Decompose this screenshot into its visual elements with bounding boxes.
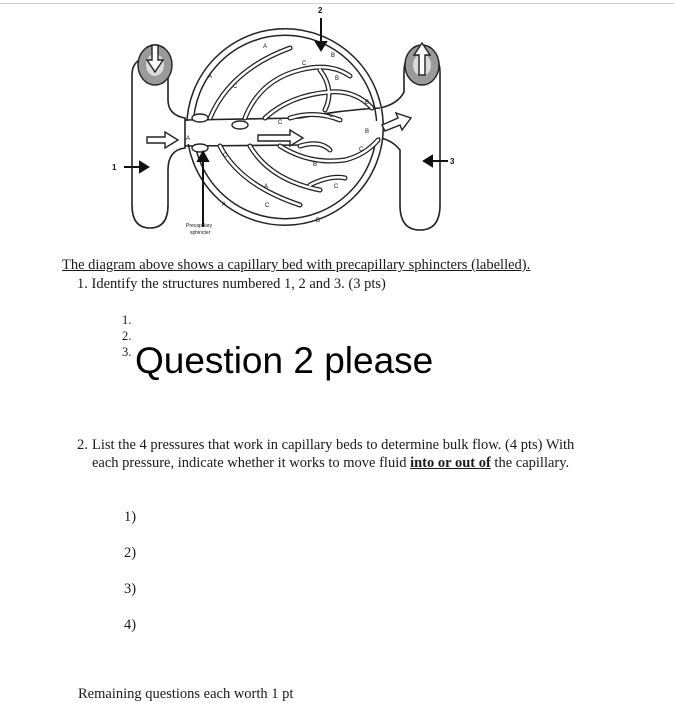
overlay-request-text: Question 2 please bbox=[135, 340, 434, 381]
label-c: C bbox=[334, 184, 339, 190]
label-c: C bbox=[233, 84, 238, 90]
diagram-caption: The diagram above shows a capillary bed with precapillary sphincters (labelled). bbox=[62, 257, 531, 273]
label-a: A bbox=[186, 136, 191, 142]
sphincter-label: Precapillary bbox=[186, 223, 213, 229]
pointer-label-1: 1 bbox=[112, 163, 117, 172]
label-c: C bbox=[265, 203, 270, 209]
sphincter-ring bbox=[192, 144, 208, 152]
question-2-text: List the 4 pressures that work in capillary beds to determine bulk flow. (4 pts) With each pressure, indicate whether it works to move fluid bbox=[92, 437, 575, 471]
answer-line: 1. bbox=[122, 313, 132, 327]
label-b: B bbox=[313, 162, 318, 168]
pressure-item-4: 4) bbox=[124, 617, 137, 633]
question-2-number: 2. bbox=[77, 437, 88, 453]
label-a: A bbox=[208, 74, 213, 80]
label-c: C bbox=[302, 61, 307, 67]
label-b: B bbox=[331, 53, 336, 59]
question-1-answers bbox=[122, 312, 131, 360]
label-a: A bbox=[264, 184, 269, 190]
label-b: B bbox=[335, 76, 340, 82]
label-b: B bbox=[365, 100, 370, 106]
pressure-item-1: 1) bbox=[124, 509, 137, 525]
label-a: A bbox=[222, 202, 227, 208]
label-b: B bbox=[316, 218, 321, 224]
question-1-prompt: 1. Identify the structures numbered 1, 2 and 3. (3 pts) bbox=[77, 276, 386, 292]
answer-line: 2. bbox=[122, 329, 132, 343]
sphincter-label: sphincter bbox=[190, 230, 211, 236]
pointer-label-2: 2 bbox=[318, 6, 323, 15]
remaining-questions-note: Remaining questions each worth 1 pt bbox=[78, 686, 294, 702]
label-a: A bbox=[263, 44, 268, 50]
label-c: C bbox=[278, 120, 283, 126]
question-2-text-end: the capillary. bbox=[490, 455, 570, 471]
question-2-prompt bbox=[77, 436, 597, 472]
sphincter-ring bbox=[192, 114, 208, 122]
pointer-label-3: 3 bbox=[450, 157, 455, 166]
question-2-emphasis: into or out of bbox=[410, 455, 491, 471]
label-c: C bbox=[359, 147, 364, 153]
label-b: B bbox=[365, 129, 370, 135]
sphincter-ring bbox=[232, 121, 248, 129]
capillary-bed-diagram bbox=[105, 0, 470, 245]
answer-line: 3. bbox=[122, 345, 132, 359]
pressure-item-3: 3) bbox=[124, 581, 137, 597]
pressure-item-2: 2) bbox=[124, 545, 137, 561]
label-c: C bbox=[329, 113, 334, 119]
label-c: C bbox=[223, 153, 228, 159]
